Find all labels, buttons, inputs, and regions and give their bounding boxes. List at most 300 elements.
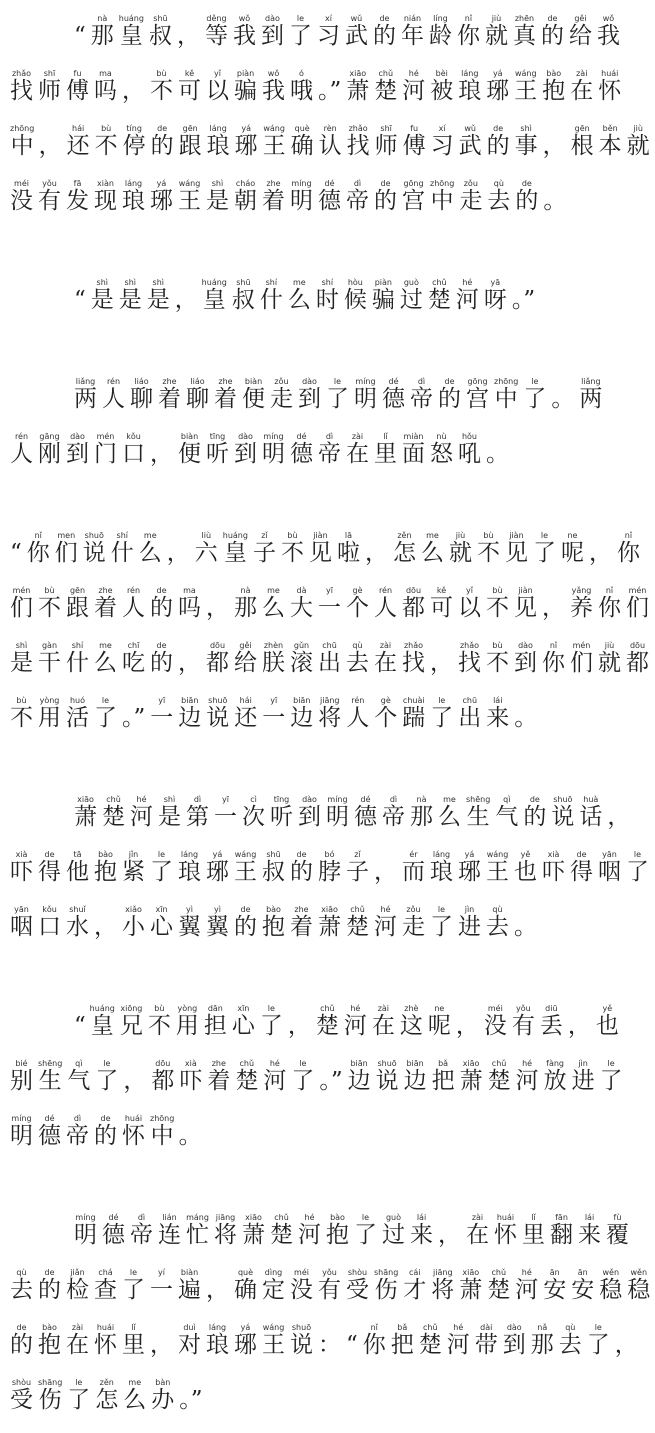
pinyin: děng [204,14,228,23]
hanzi: 得 [570,859,593,885]
hanzi-with-pinyin [458,696,482,731]
hanzi: 我 [262,78,285,104]
pinyin: diū [539,1004,563,1013]
hanzi-with-pinyin [94,432,117,467]
pinyin: zhǎo [402,641,425,650]
hanzi-with-pinyin [427,1004,451,1039]
pinyin: zhōng [150,1114,175,1123]
hanzi-with-pinyin [150,641,173,676]
hanzi-with-pinyin [119,1004,143,1039]
pinyin: zǒu [459,179,483,188]
punctuation: ， [438,1222,461,1248]
hanzi: 有 [38,188,61,214]
pinyin: chǔ [487,1059,511,1068]
hanzi-with-pinyin [38,1114,61,1149]
hanzi: 不 [10,705,33,731]
hanzi: 一 [214,804,237,830]
hanzi: 说 [375,1068,399,1094]
hanzi-with-pinyin [515,1059,539,1094]
hanzi: 是 [206,188,229,214]
pinyin: shāng [374,1268,399,1277]
hanzi: 王 [234,859,257,885]
hanzi-with-pinyin [231,1004,255,1039]
pinyin: yī [214,795,237,804]
pinyin: biān [290,696,314,705]
hanzi-with-pinyin [66,850,89,885]
hanzi: 明 [290,188,313,214]
hanzi: 子 [346,859,369,885]
hanzi-with-pinyin [403,1059,427,1094]
hanzi-with-pinyin [430,124,454,159]
pinyin: le [430,696,454,705]
hanzi-with-pinyin [242,377,265,412]
hanzi-with-pinyin [123,1378,147,1413]
hanzi-with-pinyin [598,850,621,885]
pinyin: gāng [38,432,61,441]
hanzi-with-pinyin [487,1268,511,1303]
hanzi-with-pinyin [280,531,304,566]
pinyin: mén [94,432,117,441]
pinyin: hé [343,1004,367,1013]
pinyin: dé [102,1213,125,1222]
hanzi: 忙 [186,1222,209,1248]
pinyin: bù [150,69,173,78]
punctuation: ， [166,540,190,566]
hanzi: 了 [150,859,173,885]
hanzi-with-pinyin [260,14,284,49]
hanzi: 抱 [326,1222,349,1248]
hanzi-with-pinyin [438,377,461,412]
hanzi-with-pinyin [158,1213,181,1248]
pinyin: nǐ [26,531,50,540]
hanzi: 别 [10,1068,33,1094]
hanzi-with-pinyin [430,432,453,467]
pinyin: dìng [262,1268,285,1277]
hanzi: 怀 [494,1222,517,1248]
hanzi-with-pinyin [318,641,341,676]
hanzi: 抱 [542,78,566,104]
pinyin: nǐ [362,1323,386,1332]
punctuation: 。” [319,1068,343,1094]
punctuation: 。 [543,188,567,214]
hanzi-with-pinyin [374,696,398,731]
hanzi-with-pinyin [262,905,285,940]
hanzi: 了 [94,705,117,731]
hanzi-with-pinyin [262,69,285,104]
hanzi-with-pinyin [26,531,50,566]
punctuation: “ [10,540,22,566]
hanzi: 也 [595,1013,619,1039]
pinyin: gěi [234,641,257,650]
pinyin: zhǎo [458,641,481,650]
hanzi: 什 [110,540,134,566]
pinyin: huáng [201,278,227,287]
hanzi-with-pinyin [474,1323,498,1358]
hanzi-with-pinyin [138,531,162,566]
hanzi-with-pinyin [290,696,314,731]
pinyin: shī [38,69,61,78]
hanzi: 面 [402,441,425,467]
pinyin: qù [486,905,509,914]
hanzi-with-pinyin [430,850,453,885]
hanzi: 这 [399,1013,423,1039]
pinyin: mén [626,586,649,595]
pinyin: fu [402,124,426,133]
hanzi: 德 [102,1222,125,1248]
pinyin: nǎ [530,1323,554,1332]
hanzi: 你 [542,650,565,676]
pinyin: zhōng [10,124,35,133]
hanzi-with-pinyin [598,69,622,104]
hanzi: 怎 [392,540,416,566]
pinyin: bào [542,69,566,78]
pinyin: chī [122,641,145,650]
hanzi-with-pinyin [186,795,209,830]
pinyin: jìn [571,1059,595,1068]
hanzi-with-pinyin [530,1323,554,1358]
hanzi-with-pinyin [392,531,416,566]
pinyin: rén [346,696,370,705]
hanzi: 安 [543,1277,567,1303]
hanzi: 到 [298,386,321,412]
pinyin: kǒu [38,905,61,914]
hanzi-with-pinyin [10,1114,33,1149]
text-line [10,1004,624,1059]
hanzi-with-pinyin [410,795,433,830]
hanzi: 到 [502,1332,526,1358]
pinyin: wǔ [344,14,368,23]
punctuation: ， [150,1332,173,1358]
hanzi-with-pinyin [94,179,117,214]
hanzi-with-pinyin [344,14,368,49]
hanzi-with-pinyin [122,905,145,940]
hanzi: 边 [178,705,202,731]
pinyin: shòu [10,1378,33,1387]
text-line [10,1213,629,1268]
pinyin: chǔ [427,278,451,287]
hanzi: 现 [94,188,117,214]
hanzi: 我 [232,23,256,49]
hanzi: 到 [298,804,321,830]
text-line [10,586,649,641]
pinyin: yī [262,696,286,705]
hanzi: 养 [570,595,593,621]
hanzi-with-pinyin [150,179,173,214]
pinyin: jiàn [308,531,332,540]
pinyin: què [234,1268,257,1277]
pinyin: nà [234,586,257,595]
pinyin: qù [487,179,511,188]
pinyin: bàn [151,1378,175,1387]
hanzi-with-pinyin [74,1213,97,1248]
pinyin: bù [486,641,509,650]
hanzi: 们 [626,595,649,621]
pinyin: zhe [94,586,117,595]
hanzi: 的 [150,133,174,159]
paragraph [10,14,650,234]
pinyin: shí [110,531,134,540]
hanzi: 德 [38,1123,61,1149]
hanzi-with-pinyin [89,1004,115,1039]
pinyin: zhèn [262,641,285,650]
hanzi-with-pinyin [354,1213,377,1248]
pinyin: bù [10,696,33,705]
pinyin: chǔ [270,1213,293,1222]
pinyin: zěn [392,531,416,540]
pinyin: le [291,1059,315,1068]
punctuation: 。” [318,78,342,104]
pinyin: dé [290,432,313,441]
pinyin: yǐ [206,69,229,78]
text-line [10,14,624,69]
hanzi: 得 [38,859,61,885]
hanzi-with-pinyin [67,1378,91,1413]
pinyin: shì [10,641,33,650]
pinyin: shì [206,179,229,188]
hanzi: 六 [194,540,218,566]
hanzi-with-pinyin [399,1004,423,1039]
hanzi: 楚 [270,1222,293,1248]
hanzi: 是 [118,287,142,313]
hanzi: 受 [10,1387,33,1413]
hanzi-with-pinyin [206,179,229,214]
hanzi: 就 [626,133,650,159]
pinyin: qù [10,1268,33,1277]
hanzi-with-pinyin [290,850,313,885]
pinyin: huái [598,69,622,78]
pinyin: xià [10,850,33,859]
hanzi-with-pinyin [10,1378,33,1413]
hanzi-with-pinyin [10,641,33,676]
pinyin: méi [290,1268,313,1277]
pinyin: bù [476,531,500,540]
hanzi: 真 [512,23,536,49]
pinyin: yǒu [511,1004,535,1013]
hanzi-with-pinyin [346,850,369,885]
pinyin: miàn [402,432,425,441]
hanzi: 河 [515,1277,539,1303]
pinyin: wáng [262,124,286,133]
hanzi-with-pinyin [234,850,257,885]
hanzi-with-pinyin [570,850,593,885]
hanzi-with-pinyin [74,377,97,412]
hanzi: 踹 [402,705,426,731]
hanzi-with-pinyin [402,905,425,940]
hanzi: 了 [122,1277,145,1303]
pinyin: yā [483,278,507,287]
hanzi-with-pinyin [287,278,311,313]
hanzi-with-pinyin [599,1268,623,1303]
hanzi-with-pinyin [371,1004,395,1039]
hanzi-with-pinyin [458,124,482,159]
pinyin: dān [203,1004,227,1013]
punctuation: ， [38,133,62,159]
pinyin: shì [514,124,538,133]
hanzi-with-pinyin [598,124,622,159]
hanzi-with-pinyin [626,850,649,885]
punctuation: ， [430,650,453,676]
hanzi: 放 [543,1068,567,1094]
punctuation: ， [178,650,201,676]
hanzi-with-pinyin [514,69,538,104]
hanzi: 帝 [410,386,433,412]
hanzi: 两 [579,386,603,412]
pinyin: shì [146,278,170,287]
punctuation: ， [150,441,173,467]
pinyin: huáng [118,14,144,23]
hanzi: 候 [343,287,367,313]
hanzi-with-pinyin [122,124,146,159]
hanzi: 萧 [459,1277,483,1303]
hanzi-with-pinyin [318,1268,341,1303]
pinyin: hé [515,1059,539,1068]
hanzi-with-pinyin [346,69,370,104]
hanzi: 活 [66,705,89,731]
hanzi-with-pinyin [90,14,114,49]
punctuation: 。” [511,287,536,313]
pinyin: me [262,586,285,595]
hanzi-with-pinyin [94,69,117,104]
hanzi-with-pinyin [347,1059,371,1094]
pinyin: huái [122,1114,145,1123]
pinyin: ān [571,1268,595,1277]
pinyin: hé [455,278,479,287]
pinyin: nián [400,14,424,23]
pinyin: nà [410,795,433,804]
pinyin: liù [194,531,218,540]
hanzi-with-pinyin [288,14,312,49]
punctuation: ， [174,287,198,313]
hanzi: 琊 [486,78,510,104]
hanzi-with-pinyin [66,432,89,467]
hanzi-with-pinyin [118,14,144,49]
hanzi: 王 [486,859,509,885]
hanzi: 办 [151,1387,175,1413]
pinyin: me [420,531,444,540]
pinyin: dì [186,795,209,804]
pinyin: hòu [343,278,367,287]
hanzi: 找 [458,650,481,676]
pinyin: zài [374,641,397,650]
hanzi-with-pinyin [150,1268,173,1303]
hanzi-with-pinyin [346,179,369,214]
pinyin: le [122,1268,145,1277]
pinyin: chá [94,1268,117,1277]
hanzi-with-pinyin [10,696,33,731]
pinyin: le [523,377,547,386]
pinyin: nù [430,432,453,441]
pinyin: yí [150,1268,173,1277]
hanzi: 傅 [66,78,89,104]
hanzi-with-pinyin [262,1323,285,1358]
pinyin: de [570,850,593,859]
hanzi: 习 [316,23,340,49]
pinyin: chǔ [346,905,369,914]
pinyin: gōng [402,179,425,188]
hanzi: 都 [626,650,649,676]
hanzi: 里 [522,1222,545,1248]
hanzi: 将 [214,1222,237,1248]
hanzi: 傅 [402,133,426,159]
pinyin: fu [66,69,89,78]
hanzi: 么 [287,287,311,313]
hanzi-with-pinyin [38,1323,61,1358]
pinyin: dào [502,1323,526,1332]
hanzi: 琅 [122,188,145,214]
pinyin: zhe [214,377,237,386]
paragraph [10,795,649,960]
pinyin: láng [206,124,230,133]
hanzi: 本 [598,133,622,159]
hanzi: 怀 [122,1123,145,1149]
hanzi-with-pinyin [346,1268,369,1303]
hanzi-with-pinyin [54,531,78,566]
pinyin: què [290,124,314,133]
hanzi-with-pinyin [486,69,510,104]
hanzi: 聊 [130,386,153,412]
hanzi: 年 [400,23,424,49]
pinyin: yì [178,905,201,914]
hanzi-with-pinyin [458,69,482,104]
hanzi: 时 [315,287,339,313]
hanzi-with-pinyin [578,1213,601,1248]
pinyin: shī [374,124,398,133]
hanzi: 那 [234,595,257,621]
hanzi: 两 [74,386,97,412]
hanzi-with-pinyin [66,1114,89,1149]
pinyin: zhǎo [346,124,370,133]
punctuation: ， [542,595,565,621]
pinyin: míng [290,179,313,188]
hanzi-with-pinyin [502,1323,526,1358]
hanzi: 楚 [235,1068,259,1094]
hanzi-with-pinyin [234,124,258,159]
hanzi: 么 [94,650,117,676]
hanzi-with-pinyin [94,124,118,159]
hanzi: 事 [514,133,538,159]
hanzi: 发 [66,188,89,214]
pinyin: xiāo [74,795,97,804]
hanzi: 的 [94,1123,117,1149]
hanzi-with-pinyin [231,278,255,313]
pinyin: de [486,124,510,133]
punctuation: 。 [514,705,538,731]
hanzi: 可 [178,78,201,104]
pinyin: le [326,377,349,386]
hanzi: 师 [374,133,398,159]
pinyin: láng [178,850,201,859]
pinyin: xí [316,14,340,23]
punctuation: ， [588,540,612,566]
hanzi: 伤 [38,1387,63,1413]
hanzi: 给 [568,23,592,49]
hanzi-with-pinyin [175,1004,199,1039]
hanzi: 河 [263,1068,287,1094]
hanzi: 有 [318,1277,341,1303]
hanzi-with-pinyin [579,377,603,412]
pinyin: míng [74,1213,97,1222]
pinyin: shuō [551,795,575,804]
pinyin: jiù [448,531,472,540]
hanzi-with-pinyin [290,586,313,621]
hanzi-with-pinyin [315,1004,339,1039]
hanzi-with-pinyin [298,795,321,830]
hanzi-with-pinyin [402,696,426,731]
hanzi-with-pinyin [346,696,370,731]
hanzi: 皇 [89,1013,115,1039]
pinyin: le [354,1213,377,1222]
text-line [10,850,649,905]
